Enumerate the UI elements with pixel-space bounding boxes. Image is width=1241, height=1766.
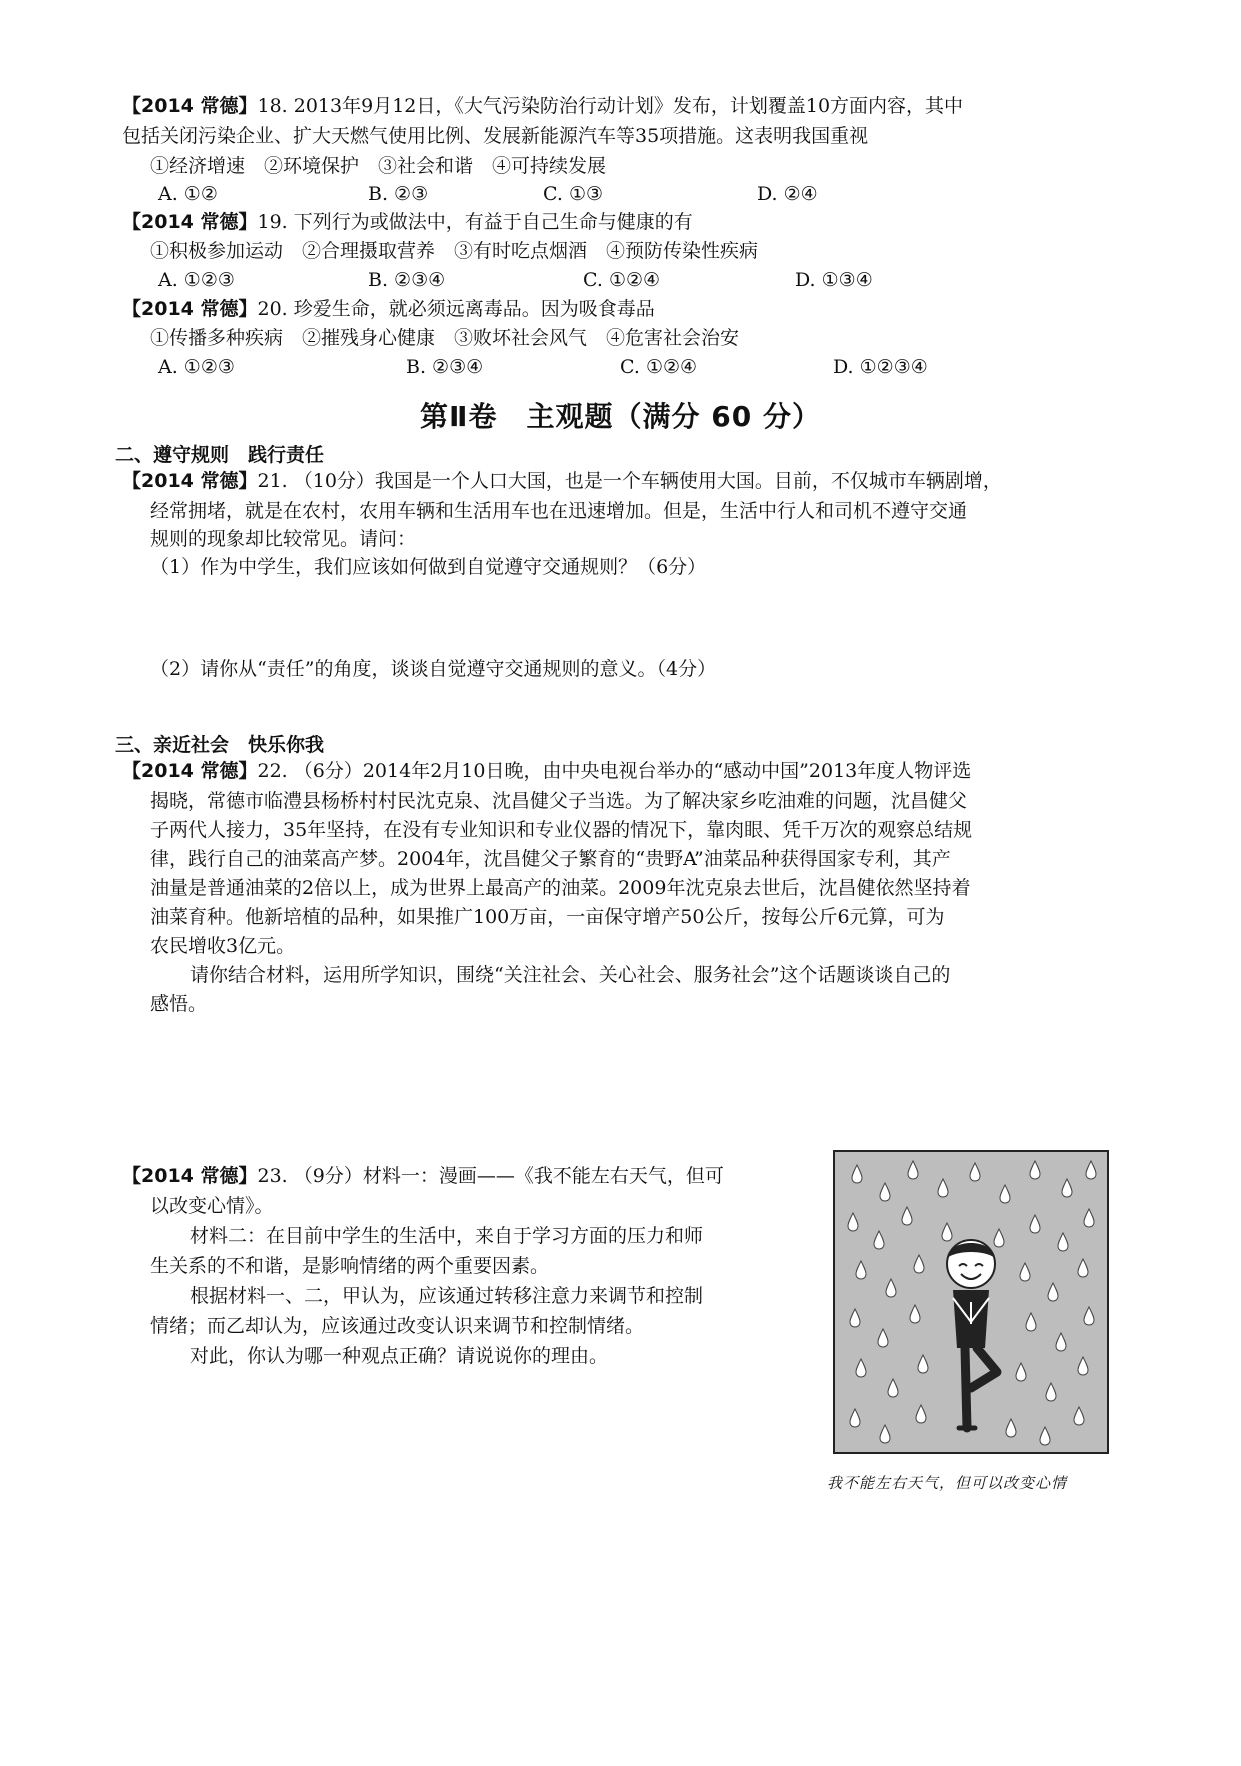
section3-heading: 三、亲近社会 快乐你我 <box>115 734 325 756</box>
q22-line7: 农民增收3亿元。 <box>150 935 296 957</box>
q20-line1: 【2014 常德】20. 珍爱生命，就必须远离毒品。因为吸食毒品 <box>122 298 655 320</box>
q22-line2: 揭晓，常德市临澧县杨桥村村民沈克泉、沈昌健父子当选。为了解决家乡吃油难的问题，沈昌健父 <box>150 790 968 812</box>
q20-option-b: B. ②③④ <box>406 356 484 378</box>
q18-line2: 包括关闭污染企业、扩大天燃气使用比例、发展新能源汽车等35项措施。这表明我国重视 <box>122 125 869 147</box>
q20-items: ①传播多种疾病 ②摧残身心健康 ③败坏社会风气 ④危害社会治安 <box>150 327 740 349</box>
q21-sub1: （1）作为中学生，我们应该如何做到自觉遵守交通规则？（6分） <box>150 556 707 578</box>
q23-line6: 情绪；而乙却认为，应该通过改变认识来调节和控制情绪。 <box>150 1315 645 1337</box>
q22-line3: 子两代人接力，35年坚持，在没有专业知识和专业仪器的情况下，靠肉眼、凭千万次的观察总结规 <box>150 819 973 841</box>
q19-option-d: D. ①③④ <box>795 269 873 291</box>
rain-cartoon-drawing <box>835 1152 1107 1452</box>
q23-line7: 对此，你认为哪一种观点正确？请说说你的理由。 <box>190 1345 609 1367</box>
q18-option-c: C. ①③ <box>543 183 604 205</box>
q22-line1: 【2014 常德】22. （6分）2014年2月10日晚，由中央电视台举办的“感动中国”2013年度人物评选 <box>122 760 972 782</box>
q21-line1: 【2014 常德】21. （10分）我国是一个人口大国，也是一个车辆使用大国。目前，不仅城市车辆剧增， <box>122 470 1002 492</box>
q22-line8: 请你结合材料，运用所学知识，围绕“关注社会、关心社会、服务社会”这个话题谈谈自己的 <box>190 964 951 986</box>
q21-line2: 经常拥堵，就是在农村，农用车辆和生活用车也在迅速增加。但是，生活中行人和司机不遵守交通 <box>150 500 968 522</box>
rain-cartoon-image <box>833 1150 1109 1454</box>
cartoon-caption: 我不能左右天气，但可以改变心情 <box>827 1474 1068 1492</box>
q23-line4: 生关系的不和谐，是影响情绪的两个重要因素。 <box>150 1255 550 1277</box>
q18-option-d: D. ②④ <box>757 183 818 205</box>
q20-option-d: D. ①②③④ <box>833 356 928 378</box>
q19-option-c: C. ①②④ <box>583 269 661 291</box>
q19-line1: 【2014 常德】19. 下列行为或做法中，有益于自己生命与健康的有 <box>122 211 693 233</box>
q22-line9: 感悟。 <box>150 993 208 1015</box>
q21-sub2: （2）请你从“责任”的角度，谈谈自觉遵守交通规则的意义。（4分） <box>150 658 717 680</box>
q18-items: ①经济增速 ②环境保护 ③社会和谐 ④可持续发展 <box>150 155 607 177</box>
q18-option-b: B. ②③ <box>368 183 429 205</box>
q23-line3: 材料二：在目前中学生的生活中，来自于学习方面的压力和师 <box>190 1225 704 1247</box>
q19-items: ①积极参加运动 ②合理摄取营养 ③有时吃点烟酒 ④预防传染性疾病 <box>150 240 759 262</box>
q22-line4: 律，践行自己的油菜高产梦。2004年，沈昌健父子繁育的“贵野A”油菜品种获得国家专利，其产 <box>150 848 951 870</box>
q23-line5: 根据材料一、二，甲认为，应该通过转移注意力来调节和控制 <box>190 1285 704 1307</box>
q18-option-a: A. ①② <box>158 183 218 205</box>
q21-line3: 规则的现象却比较常见。请问： <box>150 528 417 550</box>
q20-option-c: C. ①②④ <box>620 356 698 378</box>
part2-title: 第Ⅱ卷 主观题（满分 60 分） <box>420 400 821 433</box>
q20-option-a: A. ①②③ <box>158 356 235 378</box>
section2-heading: 二、遵守规则 践行责任 <box>115 444 325 466</box>
q22-line5: 油量是普通油菜的2倍以上，成为世界上最高产的油菜。2009年沈克泉去世后，沈昌健依然坚持着 <box>150 877 971 899</box>
meditating-figure <box>947 1240 997 1428</box>
q18-line1: 【2014 常德】18. 2013年9月12日，《大气污染防治行动计划》发布，计划覆盖10方面内容，其中 <box>122 95 964 117</box>
q23-line1: 【2014 常德】23. （9分）材料一：漫画——《我不能左右天气，但可 <box>122 1165 724 1187</box>
q19-option-b: B. ②③④ <box>368 269 446 291</box>
q19-option-a: A. ①②③ <box>158 269 235 291</box>
q23-line2: 以改变心情》。 <box>150 1195 274 1217</box>
q22-line6: 油菜育种。他新培植的品种，如果推广100万亩，一亩保守增产50公斤，按每公斤6元算，可为 <box>150 906 945 928</box>
